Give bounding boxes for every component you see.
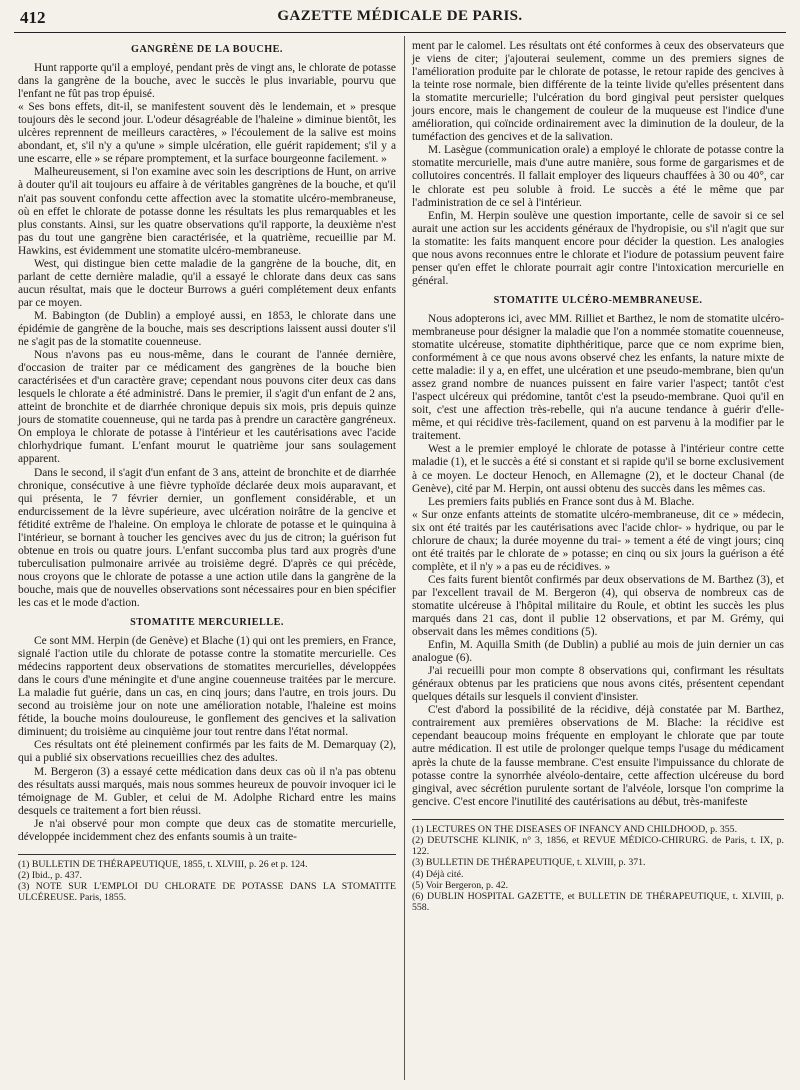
paragraph: Nous adopterons ici, avec MM. Rilliet et Barthez, le nom de stomatite ulcéro-membraneuse pour désigner la maladie que l'on a nommée stomatite couenneuse, stomatite ulcéreuse, stomatite diphthéritique, parce que ce nom exprime bien, conformément à ce que nous avons observé chez les enfants, la nature mixte de cette maladie: il y a, en effet, une ulcération et une pseudo-membrane, bien qu'un assez grand nombre de nuances puissent en faire varier l'aspect; tantôt c'est l'aspect ulcéreux qui prédomine, tantôt c'est la pseudo-membrane. Quoi qu'il en soit, c'est une affection très-rebelle, qui n'a aucune tendance à guérir d'elle-même, et qui récidive très-facilement, quand on est parvenu à la modifier par le traitement. — [412, 312, 784, 443]
paragraph: J'ai recueilli pour mon compte 8 observations qui, confirmant les résultats généraux obtenus par les praticiens que nous avons cités, présentent cependant quelques détails sur lesquels il convient d'insister. — [412, 665, 784, 704]
footnote: (5) Voir Bergeron, p. 42. — [412, 879, 509, 891]
paragraph: Enfin, M. Aquilla Smith (de Dublin) a publié au mois de juin dernier un cas analogue (6). — [412, 639, 784, 665]
footnote: (1) BULLETIN DE THÉRAPEUTIQUE, 1855, t. XLVIII, p. 26 et p. 124. — [18, 858, 308, 870]
paragraph: Enfin, M. Herpin soulève une question importante, celle de savoir si ce sel aurait une action sur les accidents généraux de l'hydropisie, ou s'il n'agit que sur la stomatite: les faits manquent encore pour décider la question. Les analogies que nous avons reconnues entre le chlorate et l'iodure de potassium peuvent faire penser qu'en effet le chlorate pourrait agir contre l'intoxication mercurielle en général. — [412, 209, 784, 287]
paragraph: Ce sont MM. Herpin (de Genève) et Blache (1) qui ont les premiers, en France, signalé l'action utile du chlorate de potasse contre la stomatite mercurielle. Ces médecins rapportent deux observations de stomatites mercurielles, développées dans le cours d'une méningite et d'une angine couenneuse traitées par le mercure. La maladie fut guérie, dans un cas, en cinq jours; dans l'autre, en trois jours. Du second au troisième jour on note une amélioration notable, l'haleine est moins fétide, la bouche moins douloureuse, le gonflement des gencives et la salivation diminuent; du troisième au cinquième jour tout rentre dans l'état normal. — [18, 635, 396, 739]
paragraph: Malheureusement, si l'on examine avec soin les descriptions de Hunt, on arrive à douter qu'il ait toujours eu affaire à de véritables gangrènes de la bouche, et qu'il n'ait pas souvent confondu cette affection avec la stomatite ulcéro-membraneuse, où en effet le chlorate de potasse donne les résultats les plus remarquables et les plus constants. Ainsi, sur les quatre observations qu'il rapporte, la deuxième n'est pas du tout une gangrène bien caractérisée, et la quatrième, recueillie par M. Hawkins, est évidemment une stomatite ulcéro-membraneuse. — [18, 166, 396, 257]
right-column — [412, 40, 784, 913]
running-title: GAZETTE MÉDICALE DE PARIS. — [277, 8, 523, 24]
section-heading-ulcero-membraneuse: STOMATITE ULCÉRO-MEMBRANEUSE. — [493, 294, 703, 306]
paragraph: Ces résultats ont été pleinement confirmés par les faits de M. Demarquay (2), qui a publié six observations recueillies chez des adultes. — [18, 739, 396, 765]
page-header — [14, 6, 786, 30]
section-heading-mercurial: STOMATITE MERCURIELLE. — [130, 617, 284, 629]
left-column — [18, 40, 396, 904]
paragraph: Hunt rapporte qu'il a employé, pendant près de vingt ans, le chlorate de potasse dans la gangrène de la bouche, avec le succès le plus invariable, pourvu que l'enfant ne fût pas trop épuisé. — [18, 62, 396, 101]
paragraph: M. Babington (de Dublin) a employé aussi, en 1853, le chlorate dans une épidémie de gangrène de la bouche, mais ses descriptions laissent aussi douter s'il ne s'agit pas de la stomatite couenneuse. — [18, 309, 396, 349]
header-rule — [14, 32, 786, 33]
paragraph: West, qui distingue bien cette maladie de la gangrène de la bouche, dit, en parlant de cette dernière maladie, qu'il a essayé le chlorate dans deux cas sans aucun résultat, mais que le docteur Burrows a guéri complétement deux enfants par ce moyen. — [18, 257, 396, 309]
paragraph: ment par le calomel. Les résultats ont été conformes à ceux des observateurs que je viens de citer; j'ajouterai seulement, comme un des premiers signes de l'amélioration produite par le chlorate de potasse, le retour rapide des gencives à la teinte rose normale, bien différente de la teinte livide qu'elles présentent dans la stomatite mercurielle; l'ulcération du bord gingival peut persister quelques jours encore, mais le changement de couleur de la muqueuse est l'indice d'une amélioration, qui coïncide ordinairement avec la diminution de la douleur, de la tuméfaction des gencives et de la salivation. — [412, 40, 784, 144]
footnote: (4) Déjà cité. — [412, 868, 464, 880]
paragraph: M. Bergeron (3) a essayé cette médication dans deux cas où il n'a pas obtenu des résultats aussi marqués, mais nous sommes heureux de pouvoir invoquer ici le témoignage de M. Gubler, et celui de M. Adolphe Richard entre les mains desquels ce traitement a fort bien réussi. — [18, 765, 396, 817]
paragraph: Les premiers faits publiés en France sont dus à M. Blache. — [428, 495, 695, 508]
paragraph: Ces faits furent bientôt confirmés par deux observations de M. Barthez (3), et par l'excellent travail de M. Bergeron (4), qui observa de nombreux cas de stomatite ulcéreuse à l'hôpital militaire du Roule, et obtint les succès les plus marqués dans 21 cas, dont il publie 12 observations, et par M. Grémy, qui observait dans les mêmes conditions (5). — [412, 573, 784, 639]
footnote-rule — [412, 819, 784, 820]
paragraph: M. Lasègue (communication orale) a employé le chlorate de potasse contre la stomatite mercurielle, mais d'une autre manière, sous forme de gargarismes et de collutoires concentrés. Il fallait employer des liqueurs chauffées à 30 ou 40°, car le chlorate est peu soluble à froid. Le succès a été le même que par l'administration de ce sel à l'intérieur. — [412, 144, 784, 209]
section-heading-gangrene: GANGRÈNE DE LA BOUCHE. — [131, 44, 283, 55]
quotation: « Ses bons effets, dit-il, se manifestent souvent dès le lendemain, et » presque toujours dès le second jour. L'odeur désagréable de l'haleine » diminue bientôt, les ulcères reprennent de meilleurs caractères, » l'écoulement de la salive est moins abondant, et, s'il n'y a qu'une » simple ulcération, elle guérit rapidement; s'il y a une escarre, elle » se répare promptement, et la surface bourgeonne facilement. » — [18, 101, 396, 166]
page-number: 412 — [20, 8, 46, 27]
paragraph: Nous n'avons pas eu nous-même, dans le courant de l'année dernière, d'occasion de traiter par ce médicament des gangrènes de la bouche bien caractérisées et d'un caractère grave; cependant nous pouvons citer deux cas dans lesquels le chlorate a été administré. Dans le premier, il s'agit d'un enfant de 2 ans, atteint de bronchite et de diarrhée chronique depuis six mois, pris depuis quinze jours de stomatite couenneuse, qui ne tarda pas à prendre un caractère gangréneux. On employa le chlorate de potasse à l'intérieur et les cautérisations avec l'acide chlorhydrique fumant. L'enfant mourut le quatrième jour sans soulagement apparent. — [18, 349, 396, 466]
footnote: (2) DEUTSCHE KLINIK, n° 3, 1856, et REVUE MÉDICO-CHIRURG. de Paris, t. IX, p. 122. — [412, 834, 784, 858]
paragraph: West a le premier employé le chlorate de potasse à l'intérieur contre cette maladie (1), et le succès a été si constant et si rapide qu'il se borne exclusivement à ce moyen. Le docteur Henoch, en Allemagne (2), et le docteur Chanal (de Genève), cité par M. Herpin, ont aussi obtenu des succès dans les mêmes cas. — [412, 443, 784, 495]
paragraph: Je n'ai observé pour mon compte que deux cas de stomatite mercurielle, développée incidemment chez des enfants soumis à un traite- — [18, 817, 396, 843]
footnote: (3) NOTE SUR L'EMPLOI DU CHLORATE DE POTASSE DANS LA STOMATITE ULCÉREUSE. Paris, 1855. — [18, 881, 396, 904]
footnote: (3) BULLETIN DE THÉRAPEUTIQUE, t. XLVIII, p. 371. — [412, 857, 646, 869]
paragraph: C'est d'abord la possibilité de la récidive, déjà constatée par M. Barthez, contrairement aux premières observations de M. Blache: la récidive est cependant beaucoup moins fréquente en employant le chlorate que par toute autre médication. Il est utile de prolonger quelque temps l'usage du médicament après la chute de la fausse membrane. C'est ensuite l'impuissance du chlorate de potasse contre la synorrhée alvéolo-dentaire, cette affection ulcéreuse du bord gingival, avec sécrétion purulente sortant de l'alvéole, lorsque l'on comprime la gencive. C'est encore l'inutilité des cautérisations au début, très-manifeste — [412, 704, 784, 808]
quotation: « Sur onze enfants atteints de stomatite ulcéro-membraneuse, dit ce » médecin, six ont été traités par les cautérisations avec l'acide chlor- » hydrique, ou par le chlorure de chaux; la durée moyenne du trai- » tement a été de vingt jours; cinq ont été traités par le chlorate de » potasse; en cinq ou six jours la guérison a été complète, et il n'y » a pas eu de récidives. » — [412, 508, 784, 573]
footnote: (6) DUBLIN HOSPITAL GAZETTE, et BULLETIN DE THÉRAPEUTIQUE, t. XLVIII, p. 558. — [412, 890, 784, 914]
paragraph: Dans le second, il s'agit d'un enfant de 3 ans, atteint de bronchite et de diarrhée chronique, consécutive à une fièvre typhoïde déclarée deux mois auparavant, et qui présenta, le 7 février dernier, un gonflement considérable, et un endurcissement de la lèvre supérieure, avec ulcération noirâtre de la gencive et fétidité extrême de l'haleine. On employa le chlorate de potasse et le quinquina à l'intérieur, se bornant à toucher les gencives avec du jus de citron; la guérison fut obtenue en trois ou quatre jours. L'enfant succomba plus tard aux progrès d'une tuberculisation pulmonaire arrivée au troisième degré. D'après ce qui précède, nous croyons que le chlorate de potasse a une action utile dans la gangrène de la bouche, mais que de nouvelles observations sont nécessaires pour en bien spécifier les cas et le mode d'action. — [18, 466, 396, 609]
column-separator — [404, 36, 405, 1080]
footnote: (1) LECTURES ON THE DISEASES OF INFANCY AND CHILDHOOD, p. 355. — [412, 823, 738, 835]
footnote: (2) Ibid., p. 437. — [18, 870, 82, 882]
footnote-rule — [18, 854, 396, 855]
